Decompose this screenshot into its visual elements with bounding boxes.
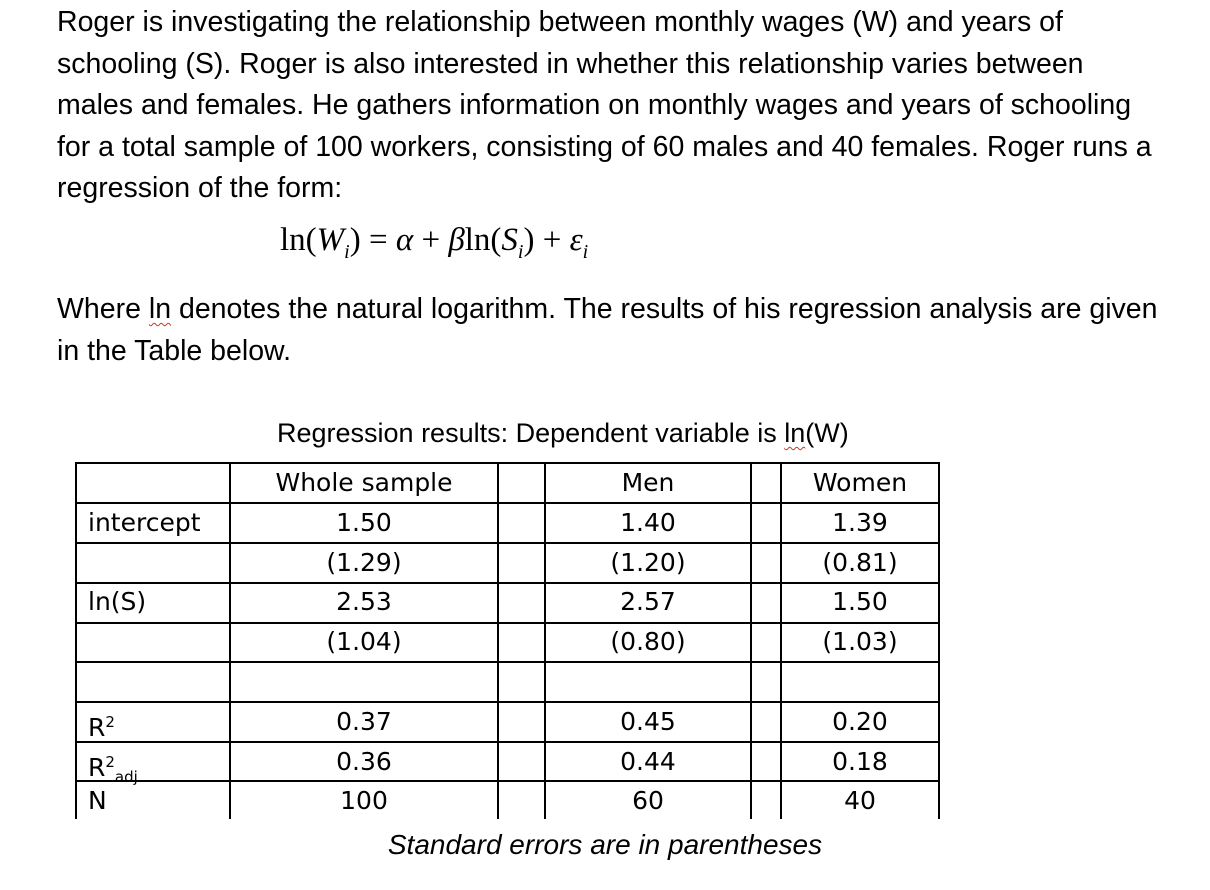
lns-women-se: (1.03) — [822, 627, 898, 656]
table-footnote: Standard errors are in parentheses — [387, 829, 823, 860]
row-label-intercept: intercept — [88, 508, 201, 537]
row-label-n: N — [88, 786, 107, 815]
n-women: 40 — [844, 786, 876, 815]
intro-paragraph: Roger is investigating the relationship between monthly wages (W) and years of schooling (S). Roger is also interested in whether this relationship varies between males and females. He gathers information on monthly wages and years of schooling for a total sample of 100 workers, consisting of 60 males and 40 females. Roger runs a regression of the form: — [57, 6, 1152, 204]
lns-men-se: (0.80) — [610, 627, 686, 656]
lns-whole: 2.53 — [336, 587, 392, 616]
lns-whole-se: (1.04) — [326, 627, 402, 656]
r2-whole: 0.37 — [336, 707, 392, 736]
r2-men: 0.45 — [620, 707, 676, 736]
table-title: Regression results: Dependent variable is ln(W) — [277, 418, 849, 448]
header-whole-sample: Whole sample — [275, 468, 453, 497]
row-label-r2adj: $R^2_{adj}$ — [88, 753, 138, 786]
lns-men: 2.57 — [620, 587, 676, 616]
lns-women: 1.50 — [832, 587, 888, 616]
row-label-lns: ln(S) — [88, 587, 147, 616]
where-paragraph: Where ln denotes the natural logarithm. The results of his regression analysis are given in the Table below. — [57, 293, 1158, 367]
r2adj-whole: 0.36 — [336, 747, 392, 776]
regression-formula: $\ln(W_i) = \alpha + \beta\ln(S_i) + \varepsilon_i$ — [280, 222, 589, 263]
n-whole: 100 — [340, 786, 388, 815]
intercept-men: 1.40 — [620, 508, 676, 537]
intercept-whole-se: (1.29) — [326, 548, 402, 577]
table-border — [75, 462, 77, 819]
r2-women: 0.20 — [832, 707, 888, 736]
intercept-whole: 1.50 — [336, 508, 392, 537]
header-men: Men — [621, 468, 675, 497]
intercept-men-se: (1.20) — [610, 548, 686, 577]
n-men: 60 — [632, 786, 664, 815]
intercept-women: 1.39 — [832, 508, 888, 537]
r2adj-men: 0.44 — [620, 747, 676, 776]
intercept-women-se: (0.81) — [822, 548, 898, 577]
row-label-r2: $R^2$ — [88, 713, 115, 742]
header-women: Women — [812, 468, 908, 497]
r2adj-women: 0.18 — [832, 747, 888, 776]
